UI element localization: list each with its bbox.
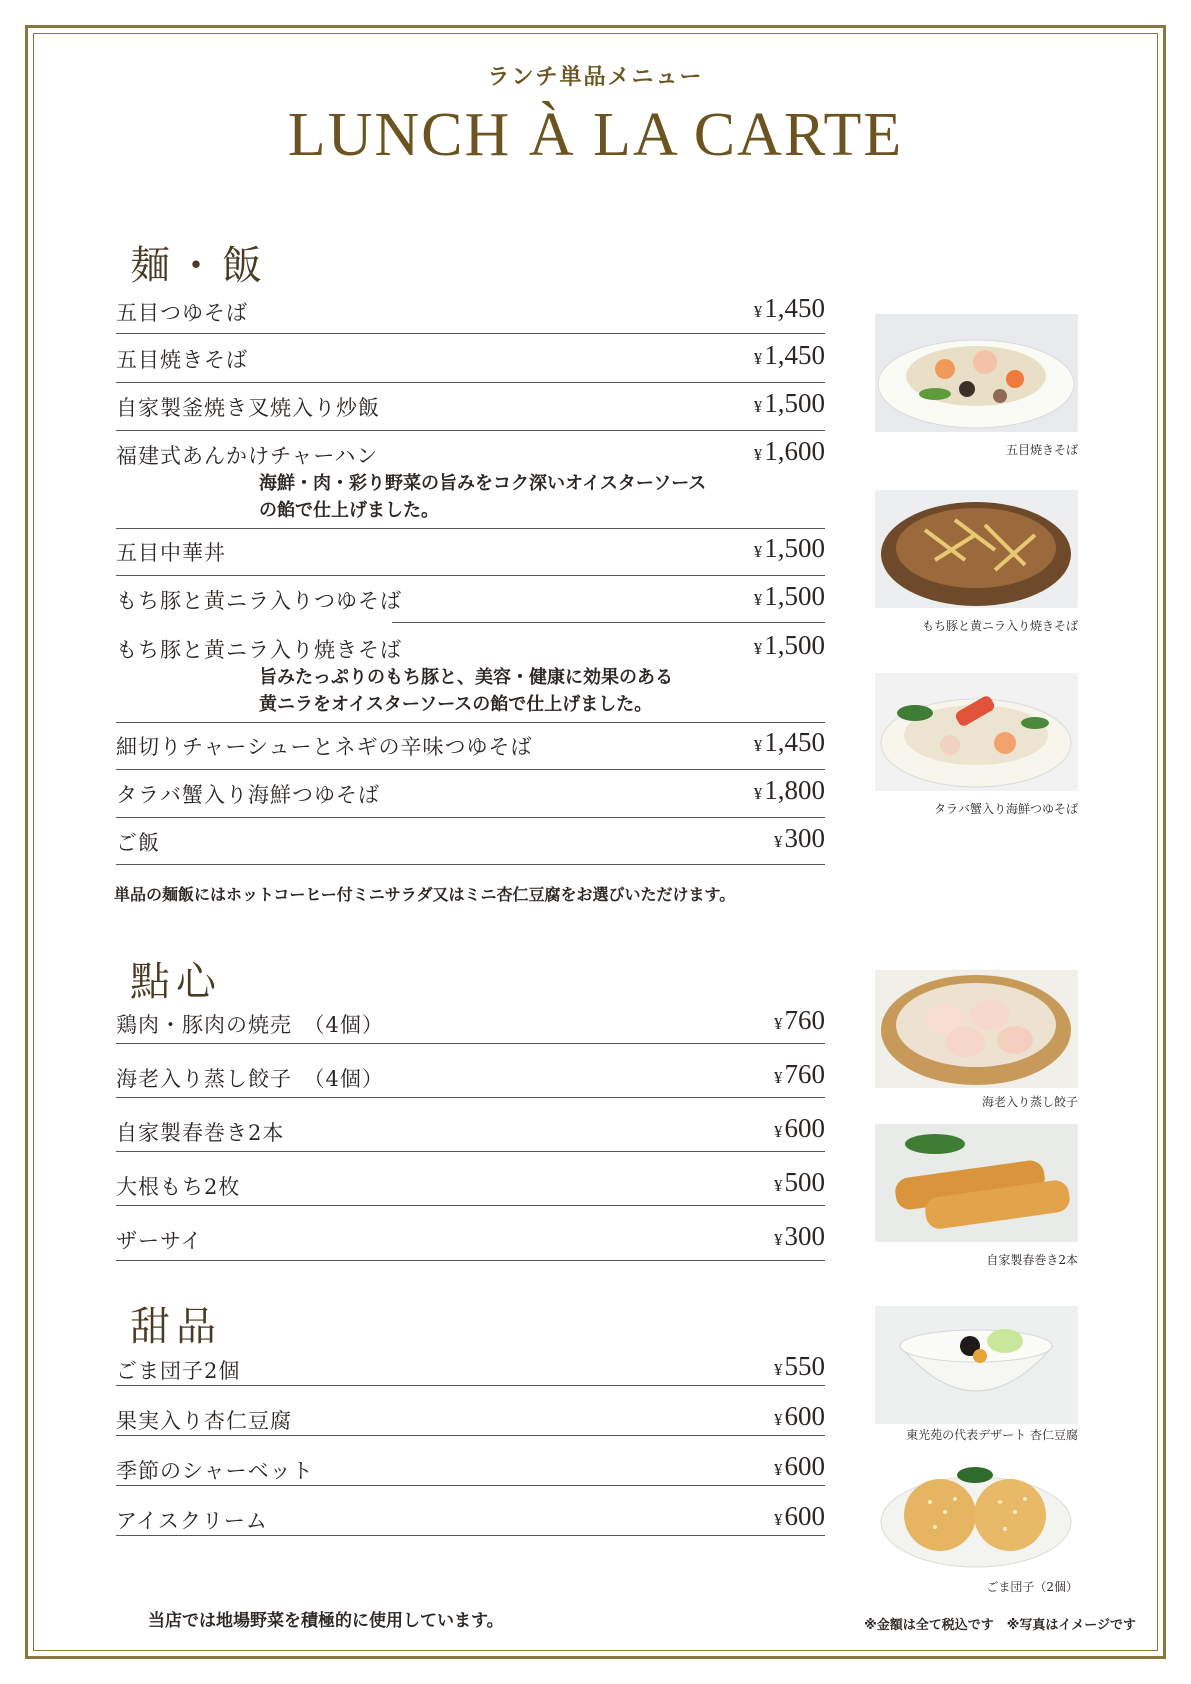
menu-title: LUNCH À LA CARTE	[287, 101, 904, 169]
dish-photo-ebi-gyoza	[875, 970, 1078, 1088]
sesame-ball-icon	[875, 1457, 1078, 1575]
menu-row	[116, 1351, 825, 1386]
item-name: 五目焼きそば	[116, 348, 248, 372]
menu-row	[116, 775, 825, 818]
section-heading-dimsum: 點心	[130, 959, 222, 1005]
menu-row	[116, 823, 825, 865]
local-vegetables-note: 当店では地場野菜を積極的に使用しています。	[148, 1611, 504, 1631]
menu-row	[116, 727, 825, 770]
photo-caption: 自家製春巻き2本	[986, 1253, 1078, 1267]
item-price: ¥1,500	[753, 533, 825, 563]
item-name: ごま団子2個	[116, 1359, 241, 1383]
menu-row	[116, 293, 825, 334]
item-description: の餡で仕上げました。	[259, 500, 439, 521]
menu-row	[116, 533, 825, 576]
item-description: 旨みたっぷりのもち豚と、美容・健康に効果のある	[259, 667, 673, 688]
item-name: 鶏肉・豚肉の焼売 （4個）	[116, 1013, 384, 1037]
item-price: ¥760	[774, 1005, 825, 1035]
menu-row	[116, 1115, 825, 1152]
item-price: ¥300	[774, 823, 825, 853]
dish-photo-gomoku-yakisoba	[875, 314, 1078, 432]
item-description: 黄ニラをオイスターソースの餡で仕上げました。	[259, 694, 653, 715]
photo-caption: もち豚と黄ニラ入り焼きそば	[921, 619, 1078, 633]
steamer-icon	[875, 970, 1078, 1088]
section-heading-dessert: 甜品	[130, 1304, 222, 1350]
menu-row	[116, 1451, 825, 1486]
noodles-rice-note: 単品の麺飯にはホットコーヒー付ミニサラダ又はミニ杏仁豆腐をお選びいただけます。	[114, 885, 736, 904]
menu-row	[116, 1401, 825, 1436]
menu-row	[116, 630, 825, 723]
row-divider	[392, 622, 825, 623]
item-name: もち豚と黄ニラ入り焼きそば	[116, 638, 402, 662]
item-price: ¥500	[774, 1167, 825, 1197]
item-price: ¥550	[774, 1351, 825, 1381]
item-name: 海老入り蒸し餃子 （4個）	[116, 1067, 384, 1091]
photo-caption: 東光苑の代表デザート 杏仁豆腐	[906, 1428, 1078, 1442]
item-price: ¥600	[774, 1401, 825, 1431]
item-name: タラバ蟹入り海鮮つゆそば	[116, 783, 380, 807]
plate-icon	[875, 673, 1078, 791]
item-name: 五目中華丼	[116, 541, 226, 565]
dish-photo-taraba-soba	[875, 673, 1078, 791]
item-description: 海鮮・肉・彩り野菜の旨みをコク深いオイスターソース	[259, 473, 707, 494]
item-price: ¥1,500	[753, 581, 825, 611]
menu-row	[116, 581, 825, 623]
item-price: ¥1,450	[753, 727, 825, 757]
bowl-icon	[875, 1306, 1078, 1424]
item-price: ¥600	[774, 1113, 825, 1143]
plate-icon	[875, 314, 1078, 432]
item-name: もち豚と黄ニラ入りつゆそば	[116, 589, 402, 613]
item-name: ご飯	[116, 831, 160, 855]
item-price: ¥1,800	[753, 775, 825, 805]
item-price: ¥600	[774, 1451, 825, 1481]
item-price: ¥600	[774, 1501, 825, 1531]
item-price: ¥760	[774, 1059, 825, 1089]
item-price: ¥1,600	[753, 436, 825, 466]
tax-note: ※金額は全て税込です ※写真はイメージです	[864, 1618, 1136, 1633]
dish-photo-mochibuta-yakisoba	[875, 490, 1078, 608]
menu-row	[116, 1501, 825, 1536]
photo-caption: タラバ蟹入り海鮮つゆそば	[933, 802, 1078, 816]
plate-icon	[875, 490, 1078, 608]
item-name: 果実入り杏仁豆腐	[116, 1409, 292, 1433]
item-price: ¥300	[774, 1221, 825, 1251]
item-price: ¥1,500	[753, 388, 825, 418]
item-name: アイスクリーム	[116, 1509, 268, 1533]
photo-caption: 五目焼きそば	[1005, 443, 1078, 457]
item-name: 季節のシャーベット	[116, 1459, 314, 1483]
item-name: 細切りチャーシューとネギの辛味つゆそば	[116, 735, 533, 759]
item-name: ザーサイ	[116, 1229, 203, 1253]
menu-row	[116, 1061, 825, 1098]
item-name: 大根もち2枚	[116, 1175, 241, 1199]
menu-subtitle: ランチ単品メニュー	[487, 65, 704, 90]
section-heading-noodles-rice: 麺・飯	[130, 243, 268, 289]
photo-caption: ごま団子（2個）	[986, 1580, 1078, 1594]
item-price: ¥1,450	[753, 340, 825, 370]
photo-caption: 海老入り蒸し餃子	[981, 1095, 1078, 1109]
item-price: ¥1,500	[753, 630, 825, 660]
dish-photo-harumaki	[875, 1124, 1078, 1242]
menu-row	[116, 436, 825, 529]
item-name: 自家製釜焼き叉焼入り炒飯	[116, 396, 380, 420]
dish-photo-goma-dango	[875, 1457, 1078, 1575]
menu-row	[116, 1169, 825, 1206]
item-price: ¥1,450	[753, 293, 825, 323]
menu-row	[116, 388, 825, 431]
item-name: 五目つゆそば	[116, 301, 248, 325]
menu-row	[116, 1007, 825, 1044]
item-name: 自家製春巻き2本	[116, 1121, 285, 1145]
menu-row	[116, 1223, 825, 1261]
spring-roll-icon	[875, 1124, 1078, 1242]
dish-photo-annin-tofu	[875, 1306, 1078, 1424]
menu-row	[116, 340, 825, 383]
item-name: 福建式あんかけチャーハン	[116, 444, 379, 468]
